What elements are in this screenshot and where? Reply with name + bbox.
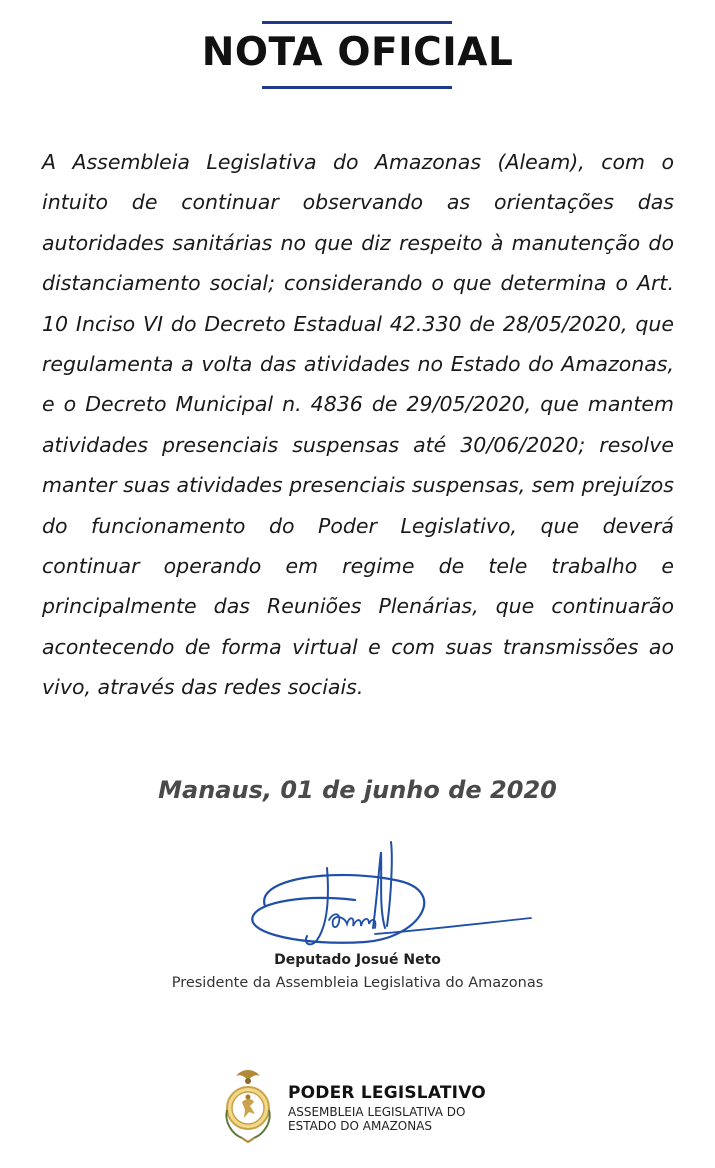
footer-line-1: ASSEMBLEIA LEGISLATIVA DO [288, 1105, 466, 1119]
coat-of-arms-icon [222, 1066, 274, 1144]
page-title: NOTA OFICIAL [201, 30, 514, 75]
footer-line-2: ESTADO DO AMAZONAS [288, 1119, 433, 1133]
date-line: Manaus, 01 de junho de 2020 [158, 776, 557, 804]
official-note-body: A Assembleia Legislativa do Amazonas (Aleam), com o intuito de continuar observando as orientações das autoridades sanitárias no que diz respeito à manutenção do distanciamento social; considerando o que determina o Art. 10 Inciso VI do Decreto Estadual 42.330 de 28/05/2020, que regulamenta a volta das atividades no Estado do Amazonas, e o Decreto Municipal n. 4836 de 29/05/2020, que mantem atividades presenciais suspensas até 30/06/2020; resolve manter suas atividades presenciais suspensas, sem prejuízos do funcionamento do Poder Legislativo, que deverá continuar operando em regime de tele trabalho e principalmente das Reuniões Plenárias, que continuarão acontecendo de forma virtual e com suas transmissões ao vivo, através das redes sociais. [42, 150, 674, 700]
footer-title: PODER LEGISLATIVO [288, 1083, 486, 1103]
handwritten-signature-icon [245, 838, 535, 963]
title-rule-top [262, 21, 452, 24]
signer-role: Presidente da Assembleia Legislativa do Amazonas [171, 975, 544, 991]
signer-name: Deputado Josué Neto [274, 952, 441, 968]
footer-institution [288, 1083, 486, 1133]
title-rule-bottom [262, 86, 452, 89]
